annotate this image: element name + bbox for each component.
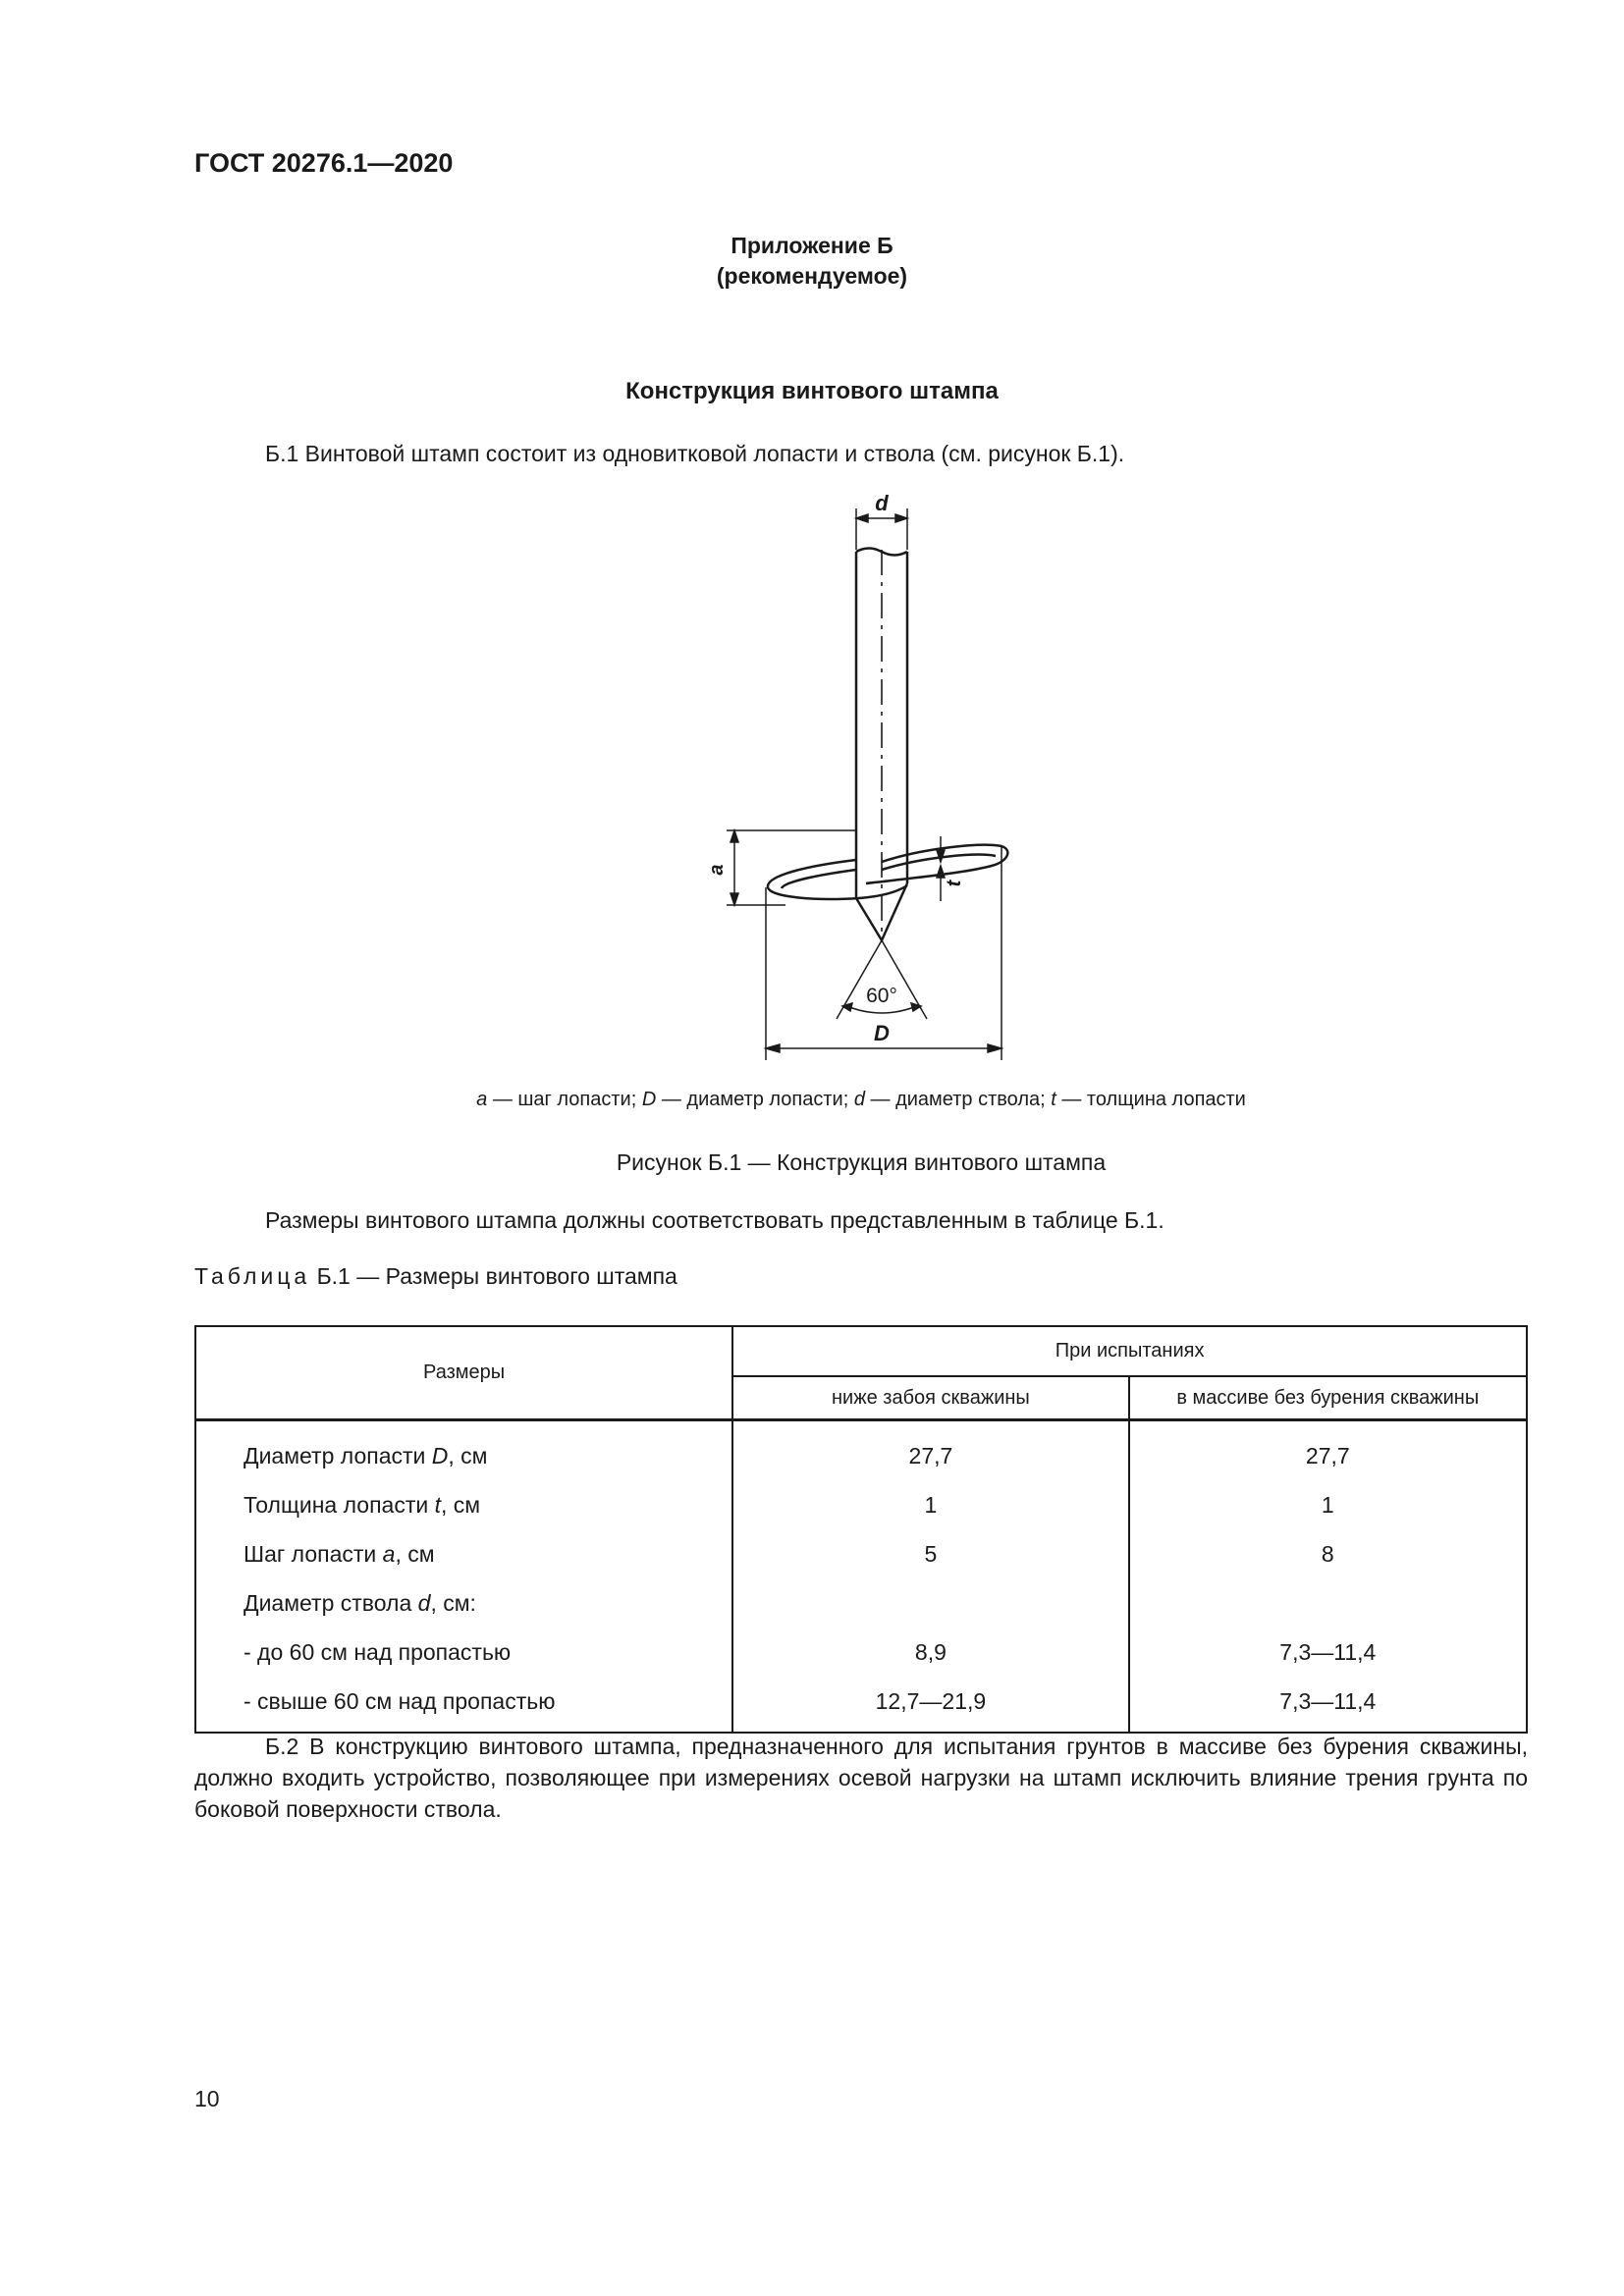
blade-lower-edge <box>768 860 907 899</box>
table-row <box>195 1677 1527 1733</box>
table-row <box>195 1578 1527 1628</box>
row-value-1: 5 <box>732 1529 1128 1578</box>
table-row <box>195 1480 1527 1529</box>
row-value-2: 7,3—11,4 <box>1129 1628 1527 1677</box>
annex-status: (рекомендуемое) <box>716 263 908 289</box>
header-in-massif: в массиве без бурения скважины <box>1129 1376 1527 1420</box>
table-caption: Таблица Б.1 — Размеры винтового штампа <box>194 1263 677 1289</box>
row-name: - до 60 см над пропастью <box>195 1628 732 1677</box>
row-name: - свыше 60 см над пропастью <box>195 1677 732 1733</box>
row-name: Толщина лопасти t, см <box>195 1480 732 1529</box>
row-name: Диаметр ствола d, см: <box>195 1578 732 1628</box>
paragraph-table-ref: Размеры винтового штампа должны соответствовать представленным в таблице Б.1. <box>265 1207 1164 1233</box>
row-value-1: 27,7 <box>732 1420 1128 1481</box>
row-value-2: 27,7 <box>1129 1420 1527 1481</box>
dimensions-table <box>194 1325 1528 1734</box>
figure-caption: Рисунок Б.1 — Конструкция винтового штампа <box>616 1149 1107 1175</box>
row-value-2 <box>1129 1578 1527 1628</box>
table-row <box>195 1628 1527 1677</box>
label-a: a <box>706 864 728 876</box>
row-value-1: 8,9 <box>732 1628 1128 1677</box>
annex-title: Приложение Б <box>731 233 893 258</box>
header-below-bottom: ниже забоя скважины <box>732 1376 1128 1420</box>
row-value-1: 1 <box>732 1480 1128 1529</box>
label-D: D <box>874 1021 890 1045</box>
header-testing: При испытаниях <box>732 1326 1527 1376</box>
row-value-2: 8 <box>1129 1529 1527 1578</box>
header-dimensions: Размеры <box>195 1326 732 1420</box>
table-row <box>195 1529 1527 1578</box>
annex-heading <box>0 231 1624 292</box>
row-name: Шаг лопасти a, см <box>195 1529 732 1578</box>
standard-code: ГОСТ 20276.1—2020 <box>194 148 454 178</box>
row-value-2: 1 <box>1129 1480 1527 1529</box>
screw-plate-figure <box>687 491 1021 1080</box>
row-value-1: 12,7—21,9 <box>732 1677 1128 1733</box>
row-value-2: 7,3—11,4 <box>1129 1677 1527 1733</box>
section-title: Конструкция винтового штампа <box>625 378 999 404</box>
label-angle: 60° <box>866 985 897 1007</box>
label-d: d <box>875 491 889 515</box>
figure-legend: a — шаг лопасти; D — диаметр лопасти; d — диаметр ствола; t — толщина лопасти <box>476 1089 1246 1110</box>
row-name: Диаметр лопасти D, см <box>195 1420 732 1481</box>
paragraph-b2: Б.2 В конструкцию винтового штампа, предназначенного для испытания грунтов в массиве без бурения скважины, должно входить устройство, позволяющее при измерениях осевой нагрузки на штамп исключить влияние трения грунта по боковой поверхности ствола. <box>194 1734 1528 1822</box>
page-number: 10 <box>194 2086 220 2111</box>
table-row <box>195 1420 1527 1481</box>
paragraph-b1: Б.1 Винтовой штамп состоит из одновитковой лопасти и ствола (см. рисунок Б.1). <box>265 441 1125 466</box>
row-value-1 <box>732 1578 1128 1628</box>
tip-left <box>856 898 882 940</box>
label-t: t <box>944 880 965 887</box>
